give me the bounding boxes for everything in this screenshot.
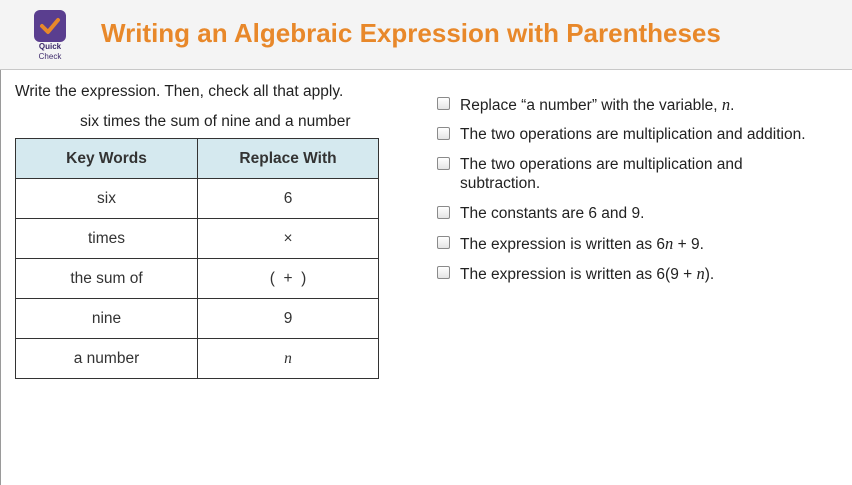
option-checkbox[interactable] (437, 127, 450, 140)
option-checkbox[interactable] (437, 206, 450, 219)
option-text (460, 95, 845, 115)
replacement-cell: 6 (198, 179, 379, 219)
quick-check-logo (34, 10, 66, 42)
replacement-cell: n (198, 339, 379, 379)
option-text (460, 264, 845, 284)
option-text: The two operations are multiplication and subtraction. (460, 156, 743, 192)
replacement-cell: 9 (198, 299, 379, 339)
header-bar (0, 0, 852, 70)
table-row (16, 259, 379, 299)
replacement-cell: × (198, 219, 379, 259)
option-checkbox[interactable] (437, 266, 450, 279)
option-checkbox[interactable] (437, 97, 450, 110)
option-text-part: . (730, 97, 735, 114)
keyword-cell: nine (16, 299, 198, 339)
option-text-part: Replace “a number” with the variable, (460, 97, 722, 114)
option-variable: n (696, 264, 705, 283)
verbal-phrase: six times the sum of nine and a number (80, 113, 351, 130)
keyword-cell: the sum of (16, 259, 198, 299)
keyword-cell: six (16, 179, 198, 219)
table-row (16, 339, 379, 379)
option-text: The constants are 6 and 9. (460, 205, 645, 222)
keyword-cell: a number (16, 339, 198, 379)
table-header-row (16, 139, 379, 179)
header-key-words: Key Words (16, 139, 198, 179)
option-text-part: The expression is written as 6 (460, 236, 666, 253)
replacement-cell: ( + ) (198, 259, 379, 299)
header-replace-with: Replace With (198, 139, 379, 179)
option-checkbox[interactable] (437, 236, 450, 249)
table-row (16, 219, 379, 259)
option-checkbox[interactable] (437, 157, 450, 170)
option-variable: n (721, 95, 731, 114)
table-row (16, 179, 379, 219)
option-text-part: + 9. (673, 236, 704, 253)
option-variable: n (665, 234, 674, 253)
keyword-cell: times (16, 219, 198, 259)
option-text (460, 234, 845, 254)
option-text-part: The expression is written as 6(9 + (460, 266, 697, 283)
logo-label-check: Check (38, 52, 62, 61)
table-row (16, 299, 379, 339)
option-text-part: ). (704, 266, 715, 283)
key-words-table (15, 138, 379, 379)
logo-label-quick: Quick (38, 42, 62, 51)
instruction-text: Write the expression. Then, check all that apply. (15, 83, 344, 100)
checkmark-icon (38, 14, 62, 38)
option-text: The two operations are multiplication and addition. (460, 126, 806, 143)
page-title: Writing an Algebraic Expression with Parentheses (101, 18, 721, 48)
